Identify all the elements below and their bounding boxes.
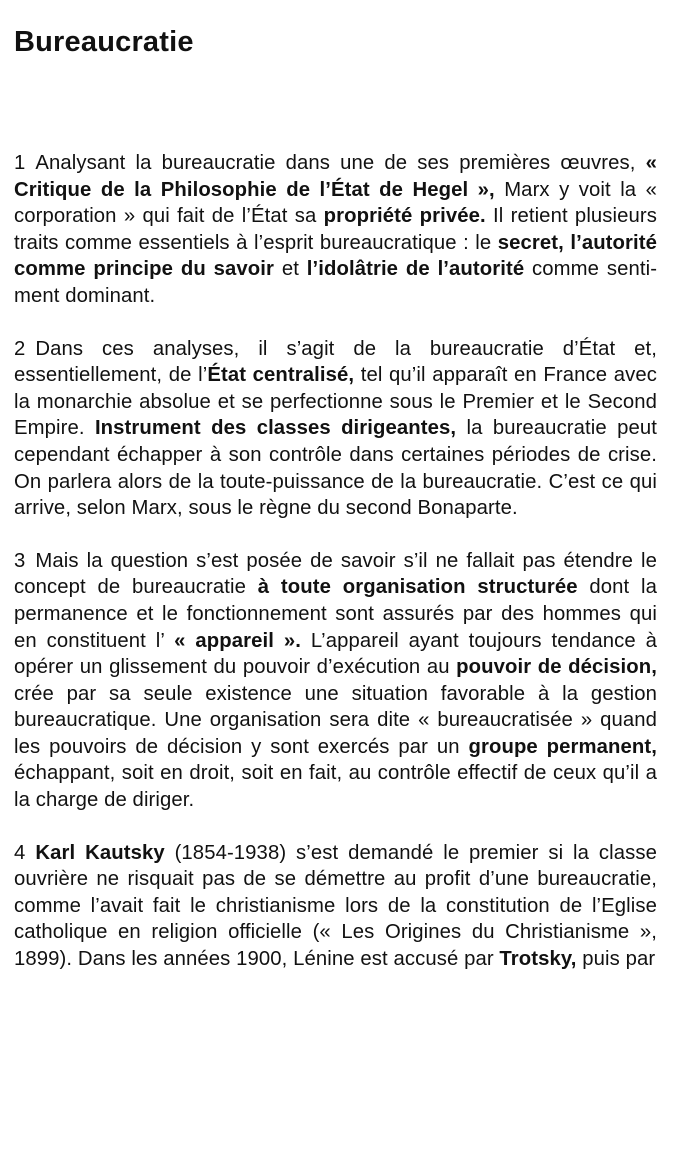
- text-run: L’appareil ayant toujours tendance à opérer un glissement du pouvoir d’exécution au: [14, 629, 657, 679]
- paragraph-2: [14, 336, 657, 522]
- text-run: Il retient plusieurs traits comme essentiels à l’esprit bureaucratique : le: [14, 205, 657, 254]
- text-run: puis par: [576, 948, 656, 971]
- bold-term: Trotsky,: [499, 948, 577, 971]
- bold-term: l’idolâtrie de l’autorité: [306, 258, 525, 281]
- bold-term: propriété privée.: [323, 205, 486, 228]
- paragraph-number: 2: [14, 337, 26, 360]
- bold-term: l’autorité comme principe du savoir: [14, 231, 657, 281]
- text-run: Marx y voit la « corporation » qui fait de l’État sa: [14, 178, 657, 228]
- paragraph-number: 4: [14, 841, 26, 864]
- text-run: comme sentiment dominant.: [14, 258, 657, 307]
- bold-term: secret,: [497, 231, 564, 254]
- bold-term: État centralisé,: [207, 364, 355, 387]
- bold-term: « Critique de la Philosophie de l’État de Hegel »,: [14, 152, 657, 201]
- paragraph-number: 1: [14, 152, 26, 174]
- paragraph-4: [14, 840, 657, 973]
- bold-term: groupe permanent,: [468, 735, 657, 758]
- text-run: Analysant la bureaucratie dans une de ses premières œuvres,: [35, 152, 646, 174]
- text-run: la bureaucratie peut cependant échapper à son contrôle dans certaines périodes de crise. On parlera alors de la toute-puissance de la bureaucratie. C’est ce qui arrive, selon Marx, sous le règne du second Bonaparte.: [14, 417, 657, 520]
- text-run: Dans ces analyses, il s’agit de la bureaucratie d’État et, essentiellement, de l’: [14, 337, 657, 387]
- page-title: Bureaucratie: [14, 26, 194, 58]
- text-run: dont la permanence et le fonctionnement sont assurés par des hommes qui en constituent l’: [14, 576, 657, 652]
- text-run: tel qu’il apparaît en France avec la monarchie absolue et se perfectionne sous le Premier et le Second Empire.: [14, 364, 657, 440]
- paragraph-number: 3: [14, 549, 26, 572]
- bold-term: « appareil ».: [174, 629, 301, 652]
- paragraph-3: [14, 548, 657, 814]
- text-run: (1854-1938) s’est demandé le premier si la classe ouvrière ne risquait pas de se démettre au profit d’une bureaucratie, comme l’avait fait le christianisme lors de la constitution de l’Eglise catholique en religion officielle (« Les Origines du Christianisme », 1899). Dans les années 1900, Lénine est accusé par: [14, 841, 657, 971]
- bold-term: à toute organisation structurée: [257, 576, 578, 599]
- text-run: crée par sa seule existence une situation favorable à la gestion bureaucratique. Une organisation sera dite « bureaucratisée » quand les pouvoirs de décision y sont exercés par un: [14, 682, 657, 758]
- text-run: échappant, soit en droit, soit en fait, au contrôle effectif de ceux qu’il a la charge de diriger.: [14, 762, 657, 812]
- text-run: Mais la question s’est posée de savoir s’il ne fallait pas étendre le concept de bureaucratie: [14, 549, 657, 599]
- paragraph-1: [14, 150, 657, 310]
- bold-term: Karl Kautsky: [35, 841, 165, 864]
- text-run: et: [274, 258, 307, 281]
- bold-term: Instrument des classes dirigeantes,: [94, 417, 457, 440]
- bold-term: pouvoir de décision,: [456, 656, 657, 679]
- document-body: [14, 150, 657, 999]
